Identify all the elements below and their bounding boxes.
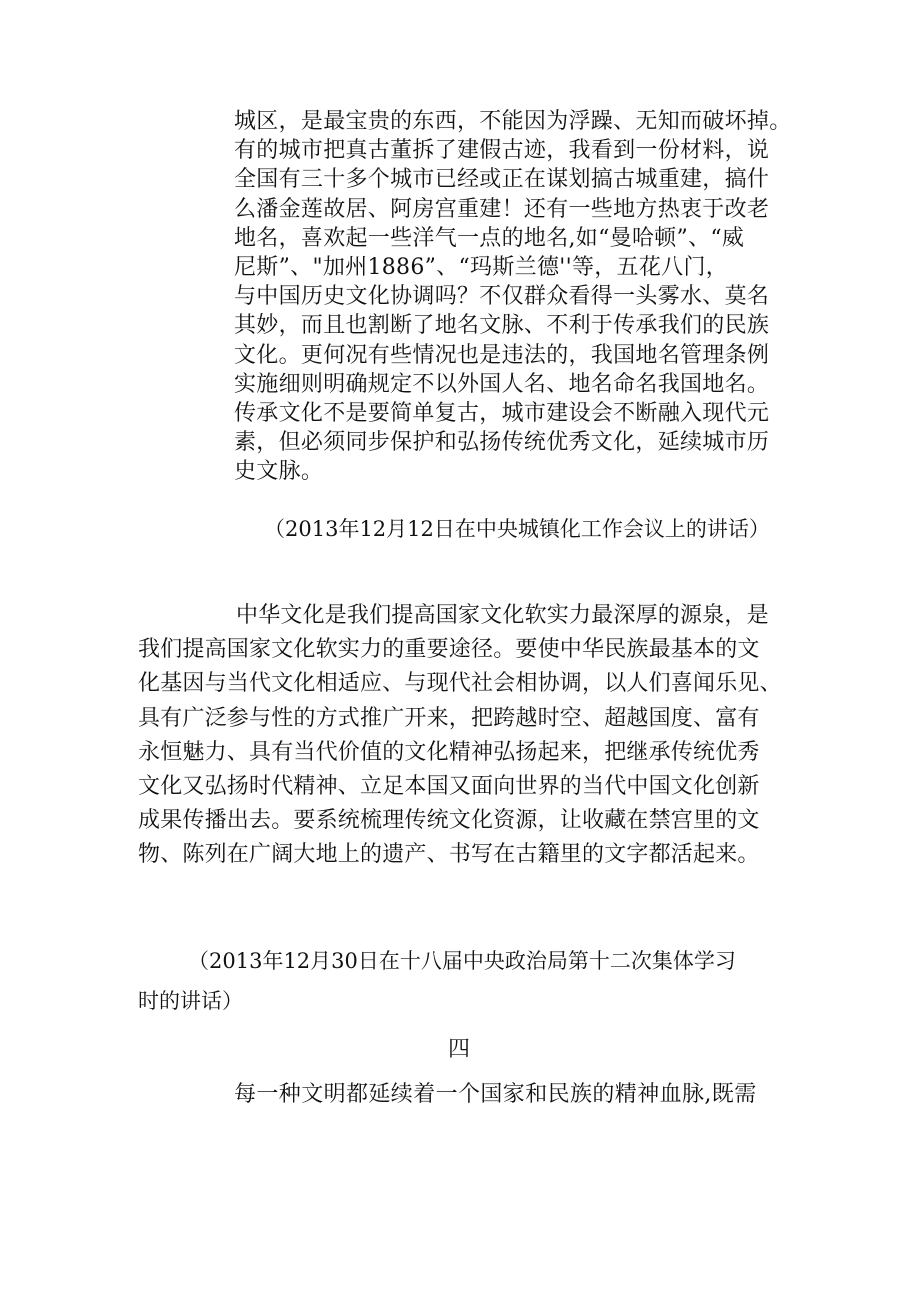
text-line: 么潘金莲故居、阿房宫重建！还有一些地方热衷于改老 xyxy=(234,196,770,222)
paragraph-civilization xyxy=(234,1080,814,1110)
text-line: 传承文化不是要简单复古，城市建设会不断融入现代元 xyxy=(234,401,770,427)
text-line: 实施细则明确规定不以外国人名、地名命名我国地名。 xyxy=(234,371,770,397)
text-line: 尼斯”、"加州1886”、“玛斯兰德''等，五花八门， xyxy=(234,255,729,281)
paragraph-urban-heritage xyxy=(234,107,814,487)
citation-urbanization-conference: （2013年12月12日在中央城镇化工作会议上的讲话） xyxy=(264,517,770,541)
text-line: 城区，是最宝贵的东西，不能因为浮躁、无知而破坏掉。 xyxy=(234,109,792,134)
text-line: 文化。更何况有些情况也是违法的，我国地名管理条例 xyxy=(234,342,770,368)
text-line: 物、陈列在广阔大地上的遗产、书写在古籍里的文字都活起来。 xyxy=(138,842,760,868)
text-line: 素，但必须同步保护和弘扬传统优秀文化，延续城市历 xyxy=(234,430,770,456)
text-line: 成果传播出去。要系统梳理传统文化资源，让收藏在禁宫里的文 xyxy=(138,808,760,834)
text-line: 我们提高国家文化软实力的重要途径。要使中华民族最基本的文 xyxy=(138,637,760,663)
text-line: （2013年12月30日在十八届中央政治局第十二次集体学习 xyxy=(188,949,736,973)
text-line: 其妙，而且也割断了地名文脉、不利于传承我们的民族 xyxy=(234,313,770,339)
text-line: 与中国历史文化协调吗？不仅群众看得一头雾水、莫名 xyxy=(234,284,770,310)
section-number: 四 xyxy=(448,1037,471,1062)
text-line: 全国有三十多个城市已经或正在谋划搞古城重建，搞什 xyxy=(234,167,770,193)
text-line: 史文脉。 xyxy=(234,459,324,485)
text-line: 化基因与当代文化相适应、与现代社会相协调，以人们喜闻乐见、 xyxy=(138,671,782,697)
text-line: 每一种文明都延续着一个国家和民族的精神血脉,既需 xyxy=(234,1082,757,1107)
citation-politburo-study xyxy=(138,941,818,1021)
text-line: 有的城市把真古董拆了建假古迹，我看到一份材料，说 xyxy=(234,138,770,164)
text-line: 文化又弘扬时代精神、立足本国又面向世界的当代中国文化创新 xyxy=(138,774,760,800)
text-line: 中华文化是我们提高国家文化软实力最深厚的源泉，是 xyxy=(236,603,769,628)
text-line: 地名，喜欢起一些洋气一点的地名,如“曼哈顿”、“威 xyxy=(234,225,745,251)
text-line: 永恒魅力、具有当代价值的文化精神弘扬起来，把继承传统优秀 xyxy=(138,739,760,765)
paragraph-soft-power xyxy=(138,599,808,873)
text-line: 时的讲话） xyxy=(138,989,243,1013)
text-line: 具有广泛参与性的方式推广开来，把跨越时空、超越国度、富有 xyxy=(138,705,760,731)
